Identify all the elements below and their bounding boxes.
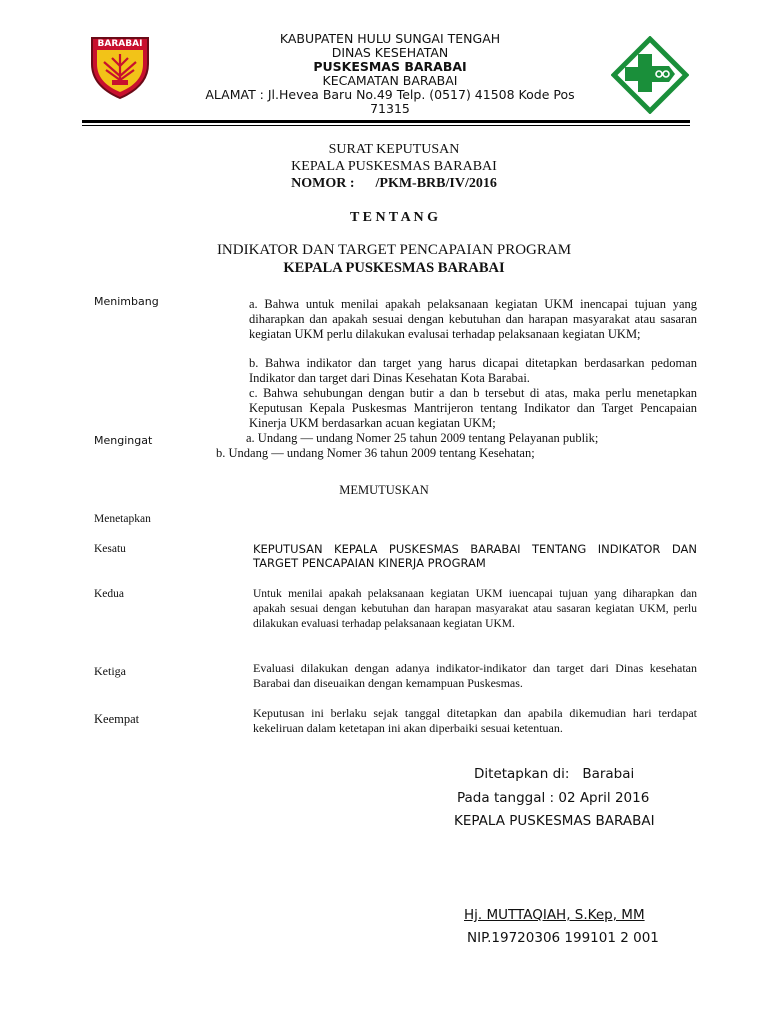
district-name: KECAMATAN BARABAI bbox=[322, 73, 458, 88]
menimbang-a: a. Bahwa untuk menilai apakah pelaksanaan kegiatan UKM inencapai tujuan yang diharapkan dan apakah sesuai dengan kebutuhan dan harapan masyarakat atau sasaran kegiatan UKM perlu dilakukan evalusai terhadap pelaksanaan kegiatan UKM; bbox=[249, 297, 697, 341]
tentang-heading: T E N T A N G bbox=[350, 210, 438, 225]
kedua-label: Kedua bbox=[94, 588, 125, 600]
kesatu-text: KEPUTUSAN KEPALA PUSKESMAS BARABAI TENTANG INDIKATOR DAN TARGET PENCAPAIAN KINERJA PROGRAM bbox=[253, 542, 697, 570]
signature-place: Ditetapkan di: Barabai bbox=[474, 766, 635, 782]
menetapkan-label: Menetapkan bbox=[94, 513, 151, 525]
letterhead-divider-thin bbox=[82, 125, 690, 126]
address: ALAMAT : Jl.Hevea Baru No.49 Telp. (0517) 41508 Kode Pos bbox=[205, 87, 575, 102]
menimbang-c: c. Bahwa sehubungan dengan butir a dan b tersebut di atas, maka perlu menetapkan Keputusan Kepala Puskesmas Mantrijeron tentang Indikator dan Target Pencapaian Kinerja UKM berdasarkan acuan kegiatan UKM; bbox=[249, 386, 697, 430]
kedua-text: Untuk menilai apakah pelaksanaan kegiatan UKM iuencapai tujuan yang diharapkan dan apakah sesuai dengan kebutuhan dan harapan masyarakat atau sasaran kegiatan UKM, perlu dilakukan evaluasi terhadap pelaksanaan kegiatan UKM. bbox=[253, 588, 697, 630]
subject-line-1: INDIKATOR DAN TARGET PENCAPAIAN PROGRAM bbox=[216, 242, 572, 258]
mengingat-a: a. Undang — undang Nomer 25 tahun 2009 tentang Pelayanan publik; bbox=[246, 431, 599, 445]
mengingat-b: b. Undang — undang Nomer 36 tahun 2009 tentang Kesehatan; bbox=[216, 446, 535, 460]
keempat-label: Keempat bbox=[94, 712, 140, 726]
puskesmas-logo bbox=[611, 36, 689, 114]
office-name: DINAS KESEHATAN bbox=[331, 45, 449, 60]
doc-title: SURAT KEPUTUSAN bbox=[328, 142, 460, 157]
kesatu-label: Kesatu bbox=[94, 543, 126, 555]
memutuskan-heading: MEMUTUSKAN bbox=[339, 483, 429, 497]
signatory-name: Hj. MUTTAQIAH, S.Kep, MM bbox=[464, 907, 645, 923]
signature-position: KEPALA PUSKESMAS BARABAI bbox=[454, 813, 655, 829]
postal-code: 71315 bbox=[370, 101, 410, 116]
signatory-nip: NIP.19720306 199101 2 001 bbox=[467, 930, 659, 946]
signature-date: Pada tanggal : 02 April 2016 bbox=[457, 790, 650, 806]
logo-label: BARABAI bbox=[97, 39, 143, 49]
subject-line-2: KEPALA PUSKESMAS BARABAI bbox=[283, 260, 505, 276]
mengingat-label: Mengingat bbox=[94, 434, 153, 447]
letterhead-divider-thick bbox=[82, 120, 690, 123]
ketiga-text: Evaluasi dilakukan dengan adanya indikator-indikator dan target dari Dinas kesehatan Barabai dan diseuaikan dengan kemampuan Puskesmas. bbox=[253, 661, 697, 690]
doc-issuer: KEPALA PUSKESMAS BARABAI bbox=[291, 159, 497, 174]
ketiga-label: Ketiga bbox=[94, 664, 126, 678]
regency-name: KABUPATEN HULU SUNGAI TENGAH bbox=[279, 31, 501, 46]
puskesmas-name: PUSKESMAS BARABAI bbox=[313, 59, 467, 74]
menimbang-label: Menimbang bbox=[94, 295, 159, 308]
doc-number: NOMOR : /PKM-BRB/IV/2016 bbox=[291, 176, 497, 191]
letterhead bbox=[0, 0, 768, 130]
keempat-text: Keputusan ini berlaku sejak tanggal ditetapkan dan apabila dikemudian hari terdapat kekeliruan dalam ketetapan ini akan diperbaiki sesuai ketentuan. bbox=[253, 706, 697, 735]
menimbang-b: b. Bahwa indikator dan target yang harus dicapai ditetapkan berdasarkan pedoman Indikator dan target dari Dinas Kesehatan Kota Barabai. bbox=[249, 356, 697, 385]
